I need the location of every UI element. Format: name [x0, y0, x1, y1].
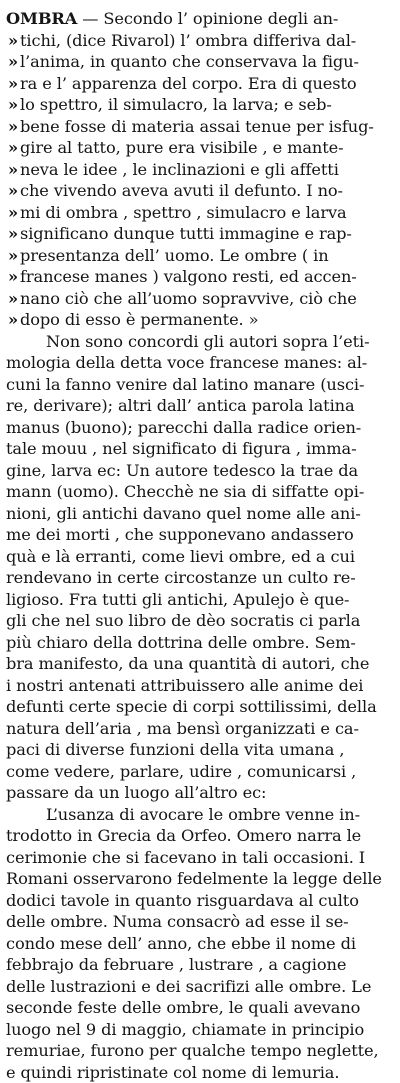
- line-text: ra e l’ apparenza del corpo. Era di questo: [20, 74, 357, 93]
- line-text: mann (uomo). Checchè ne sia di siffatte opi-: [6, 482, 364, 501]
- text-line: [6, 460, 394, 482]
- text-line: [6, 159, 394, 181]
- text-line: [6, 890, 394, 912]
- text-line: [6, 997, 394, 1019]
- quote-mark: »: [6, 223, 20, 245]
- line-text: delle lustrazioni e dei sacrifizi alle ombre. Le: [6, 977, 371, 996]
- text-line: [6, 8, 394, 30]
- line-text: ligioso. Fra tutti gli antichi, Apulejo è que-: [6, 590, 349, 609]
- line-text: dopo di esso è permanente. »: [20, 310, 258, 329]
- line-text: più chiaro della dottrina delle ombre. Sem-: [6, 633, 356, 652]
- line-text: luogo nel 9 di maggio, chiamate in principio: [6, 1020, 364, 1039]
- text-line: [6, 567, 394, 589]
- text-line: [6, 782, 394, 804]
- text-line: [6, 718, 394, 740]
- quote-mark: »: [6, 288, 20, 310]
- line-text: gli che nel suo libro de dèo socratis ci parla: [6, 611, 360, 630]
- quote-mark: »: [6, 137, 20, 159]
- text-line: [6, 73, 394, 95]
- text-line: [6, 739, 394, 761]
- entry-heading: OMBRA: [6, 9, 77, 28]
- line-text: defunti certe specie di corpi sottilissimi, della: [6, 697, 377, 716]
- text-line: [6, 696, 394, 718]
- text-line: [6, 94, 394, 116]
- line-text: Romani osservarono fedelmente la legge delle: [6, 869, 382, 888]
- line-text: mologia della detta voce francese manes: al-: [6, 353, 367, 372]
- text-line: [6, 503, 394, 525]
- line-text: che vivendo aveva avuti il defunto. I no-: [20, 181, 343, 200]
- line-text: mi di ombra , spettro , simulacro e larva: [20, 203, 347, 222]
- line-text: febbrajo da februare , lustrare , a cagione: [6, 955, 346, 974]
- text-line: [6, 116, 394, 138]
- text-line: [6, 288, 394, 310]
- text-line: [6, 245, 394, 267]
- line-text: e quindi ripristinate col nome di lemuria.: [6, 1063, 339, 1082]
- line-text: passare da un luogo all’altro ec:: [6, 783, 266, 802]
- line-text: cerimonie che si facevano in tali occasioni. I: [6, 848, 365, 867]
- line-text: lo spettro, il simulacro, la larva; e seb-: [20, 95, 332, 114]
- quote-mark: »: [6, 309, 20, 331]
- quote-mark: »: [6, 73, 20, 95]
- line-text: gine, larva ec: Un autore tedesco la trae da: [6, 461, 358, 480]
- text-line: [6, 911, 394, 933]
- text-line: [6, 610, 394, 632]
- quote-mark: »: [6, 180, 20, 202]
- quote-mark: »: [6, 51, 20, 73]
- quote-mark: »: [6, 266, 20, 288]
- line-text: presentanza dell’ uomo. Le ombre ( in: [20, 246, 329, 265]
- text-line: [6, 847, 394, 869]
- line-text: rendevano in certe circostanze un culto re-: [6, 568, 356, 587]
- text-line: [6, 223, 394, 245]
- line-text: me dei morti , che supponevano andassero: [6, 525, 354, 544]
- text-line: [6, 417, 394, 439]
- line-text: gire al tatto, pure era visibile , e mante-: [20, 138, 344, 157]
- text-line: [6, 546, 394, 568]
- text-line: [6, 1040, 394, 1062]
- text-line: [6, 653, 394, 675]
- quote-mark: »: [6, 94, 20, 116]
- text-line: [6, 933, 394, 955]
- line-text: tale mouu , nel significato di figura , imma-: [6, 439, 356, 458]
- line-text: natura dell’aria , ma bensì organizzati e ca-: [6, 719, 359, 738]
- line-text: come vedere, parlare, udire , comunicarsi ,: [6, 762, 356, 781]
- paragraph-2: [6, 331, 394, 804]
- quote-mark: »: [6, 30, 20, 52]
- text-line: [6, 309, 394, 331]
- text-line: [6, 825, 394, 847]
- quote-mark: »: [6, 202, 20, 224]
- line-text: bene fosse di materia assai tenue per isfug-: [20, 117, 374, 136]
- line-text: bra manifesto, da una quantità di autori, che: [6, 654, 369, 673]
- paragraph-1: [6, 8, 394, 331]
- quote-mark: »: [6, 245, 20, 267]
- line-text: significano dunque tutti immagine e rap-: [20, 224, 352, 243]
- text-line: [6, 352, 394, 374]
- line-text: condo mese dell’ anno, che ebbe il nome di: [6, 934, 356, 953]
- text-line: [6, 51, 394, 73]
- line-text: re, derivare); altri dall’ antica parola latina: [6, 396, 355, 415]
- text-line: [6, 589, 394, 611]
- text-line: [6, 1019, 394, 1041]
- line-text: l’anima, in quanto che conservava la figu-: [20, 52, 359, 71]
- line-text: neva le idee , le inclinazioni e gli affetti: [20, 160, 339, 179]
- line-text: nano ciò che all’uomo sopravvive, ciò che: [20, 289, 357, 308]
- line-text: paci di diverse funzioni della vita umana ,: [6, 740, 344, 759]
- line-text: francese manes ) valgono resti, ed accen-: [20, 267, 357, 286]
- text-line: [6, 976, 394, 998]
- text-line: [6, 266, 394, 288]
- quote-mark: »: [6, 116, 20, 138]
- text-line: [6, 675, 394, 697]
- line-text: L’usanza di avocare le ombre venne in-: [46, 805, 360, 824]
- line-text: — Secondo l’ opinione degli an-: [77, 9, 338, 28]
- line-text: i nostri antenati attribuissero alle anime dei: [6, 676, 363, 695]
- line-text: cuni la fanno venire dal latino manare (usci-: [6, 375, 364, 394]
- text-line: [6, 202, 394, 224]
- paragraph-3: [6, 804, 394, 1083]
- text-line: [6, 374, 394, 396]
- text-line: [6, 30, 394, 52]
- text-line: [6, 868, 394, 890]
- text-line: [6, 395, 394, 417]
- quote-mark: »: [6, 159, 20, 181]
- line-text: delle ombre. Numa consacrò ad esse il se-: [6, 912, 349, 931]
- text-line: [6, 1062, 394, 1083]
- text-line: [6, 632, 394, 654]
- text-line: [6, 761, 394, 783]
- text-line: [6, 137, 394, 159]
- line-text: seconde feste delle ombre, le quali avevano: [6, 998, 360, 1017]
- line-text: dodici tavole in quanto risguardava al culto: [6, 891, 359, 910]
- text-line: [6, 438, 394, 460]
- text-line: [6, 524, 394, 546]
- line-text: quà e là erranti, come lievi ombre, ed a cui: [6, 547, 355, 566]
- line-text: manus (buono); parecchi dalla radice orien-: [6, 418, 361, 437]
- text-line: [6, 180, 394, 202]
- text-line: [6, 331, 394, 353]
- line-text: nioni, gli antichi davano quel nome alle ani-: [6, 504, 361, 523]
- line-text: tichi, (dice Rivarol) l’ ombra differiva dal-: [20, 31, 356, 50]
- line-text: remuriae, furono per qualche tempo neglette,: [6, 1041, 379, 1060]
- text-line: [6, 481, 394, 503]
- line-text: Non sono concordi gli autori sopra l’eti-: [46, 332, 369, 351]
- text-line: [6, 804, 394, 826]
- line-text: trodotto in Grecia da Orfeo. Omero narra le: [6, 826, 361, 845]
- text-line: [6, 954, 394, 976]
